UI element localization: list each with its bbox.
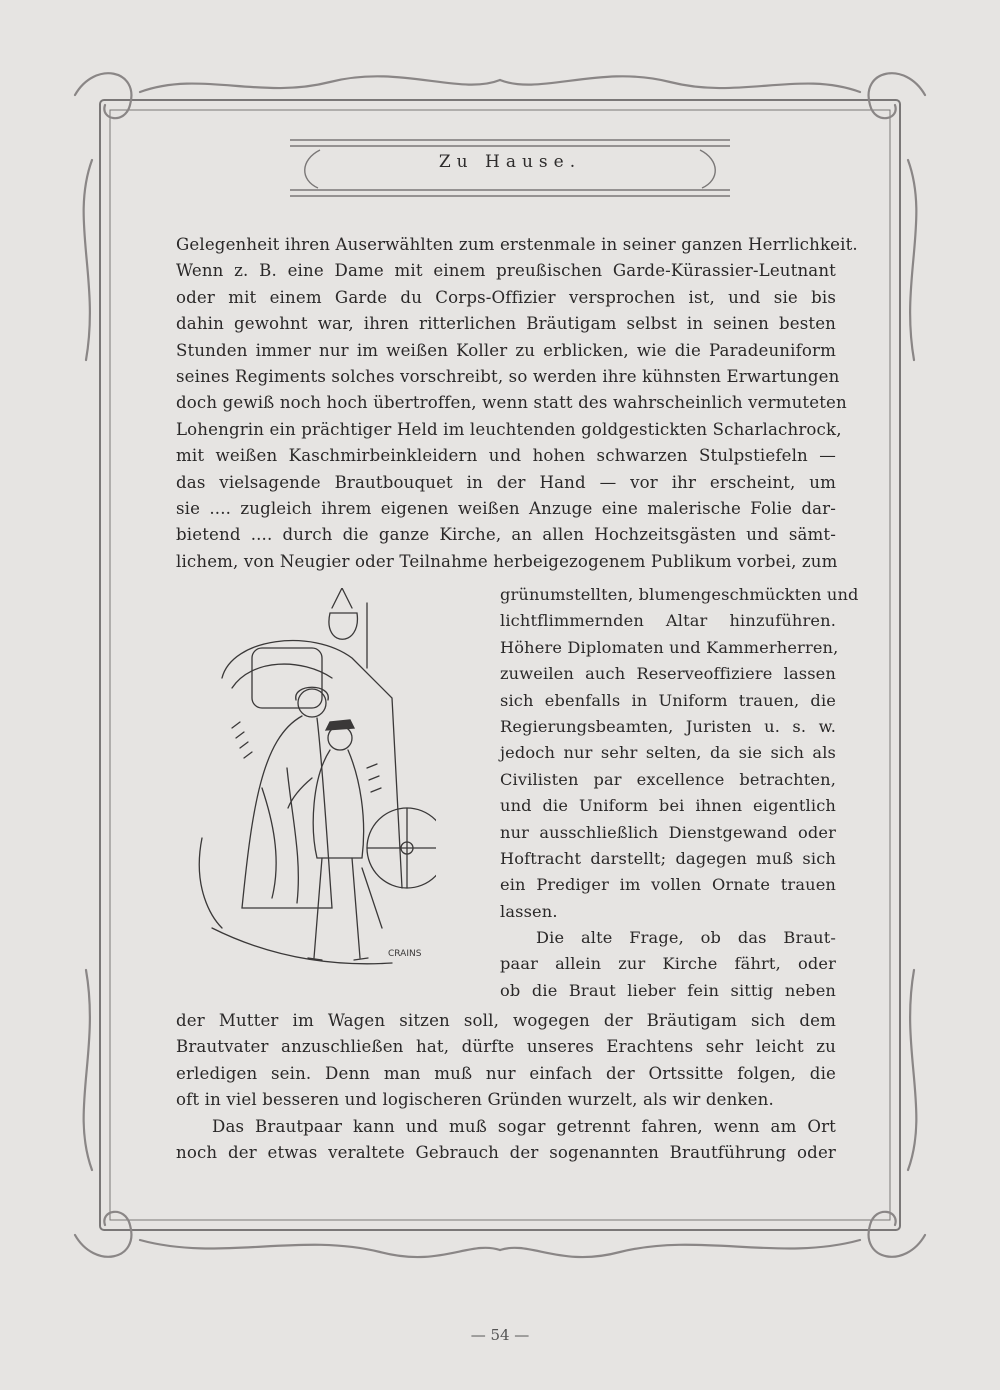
- text-line: Das Brautpaar kann und muß sogar getrennt fahren, wenn am Ort: [212, 1116, 836, 1136]
- wedding-carriage-illustration: [192, 588, 436, 988]
- text-line: Brautvater anzuschließen hat, dürfte unseres Erachtens sehr leicht zu: [176, 1037, 836, 1057]
- text-line: Hoftracht darstellt; dagegen muß sich: [500, 848, 836, 868]
- text-line: Regierungsbeamten, Juristen u. s. w.: [500, 716, 836, 736]
- text-line: lichem, von Neugier oder Teilnahme herbeigezogenem Publikum vorbei, zum: [176, 551, 838, 571]
- text-line: ob die Braut lieber fein sittig neben: [500, 980, 836, 1000]
- text-line: lassen.: [500, 901, 558, 921]
- text-line: grünumstellten, blumengeschmückten und: [500, 585, 859, 604]
- text-line: Civilisten par excellence betrachten,: [500, 769, 836, 789]
- text-line: mit weißen Kaschmirbeinkleidern und hohen schwarzen Stulpstiefeln —: [176, 446, 836, 466]
- text-line: bietend .... durch die ganze Kirche, an allen Hochzeitsgästen und sämt-: [176, 525, 836, 545]
- page-header-title: Zu Hause.: [438, 152, 582, 172]
- text-line: zuweilen auch Reserveoffiziere lassen: [500, 664, 836, 684]
- text-line: oft in viel besseren und logischeren Gründen wurzelt, als wir denken.: [176, 1090, 774, 1110]
- page-number: — 54 —: [470, 1326, 530, 1344]
- text-line: Stunden immer nur im weißen Koller zu erblicken, wie die Paradeuniform: [176, 340, 836, 360]
- text-line: erledigen sein. Denn man muß nur einfach der Ortssitte folgen, die: [176, 1063, 836, 1083]
- text-line: oder mit einem Garde du Corps-Offizier versprochen ist, und sie bis: [176, 287, 836, 307]
- text-line: doch gewiß noch hoch übertroffen, wenn statt des wahrscheinlich vermuteten: [176, 393, 847, 413]
- text-line: Lohengrin ein prächtiger Held im leuchtenden goldgestickten Scharlachrock,: [176, 419, 842, 439]
- text-line: und die Uniform bei ihnen eigentlich: [500, 796, 836, 816]
- body-text-right-column: [500, 582, 859, 1004]
- text-line: lichtflimmernden Altar hinzuführen.: [500, 611, 836, 631]
- body-text-top: [176, 232, 858, 575]
- illustration-signature: CRAINS: [388, 949, 422, 959]
- text-line: sie .... zugleich ihrem eigenen weißen Anzuge eine malerische Folie dar-: [176, 498, 836, 518]
- text-line: Die alte Frage, ob das Braut-: [536, 928, 836, 948]
- text-line: Wenn z. B. eine Dame mit einem preußischen Garde-Kürassier-Leutnant: [176, 261, 836, 281]
- text-line: sich ebenfalls in Uniform trauen, die: [500, 690, 836, 710]
- text-line: jedoch nur sehr selten, da sie sich als: [500, 743, 836, 763]
- text-line: noch der etwas veraltete Gebrauch der sogenannten Brautführung oder: [176, 1142, 836, 1162]
- text-line: Gelegenheit ihren Auserwählten zum erstenmale in seiner ganzen Herrlichkeit.: [176, 235, 858, 254]
- text-line: Höhere Diplomaten und Kammerherren,: [500, 637, 839, 657]
- text-line: paar allein zur Kirche fährt, oder: [500, 954, 836, 974]
- body-text-bottom: [176, 1008, 836, 1166]
- text-line: das vielsagende Brautbouquet in der Hand — vor ihr erscheint, um: [176, 472, 836, 492]
- text-line: der Mutter im Wagen sitzen soll, wogegen der Bräutigam sich dem: [176, 1011, 836, 1030]
- text-line: ein Prediger im vollen Ornate trauen: [500, 875, 836, 895]
- text-line: seines Regiments solches vorschreibt, so werden ihre kühnsten Erwartungen: [176, 366, 840, 386]
- text-line: nur ausschließlich Dienstgewand oder: [500, 822, 836, 842]
- text-line: dahin gewohnt war, ihren ritterlichen Bräutigam selbst in seinen besten: [176, 314, 836, 334]
